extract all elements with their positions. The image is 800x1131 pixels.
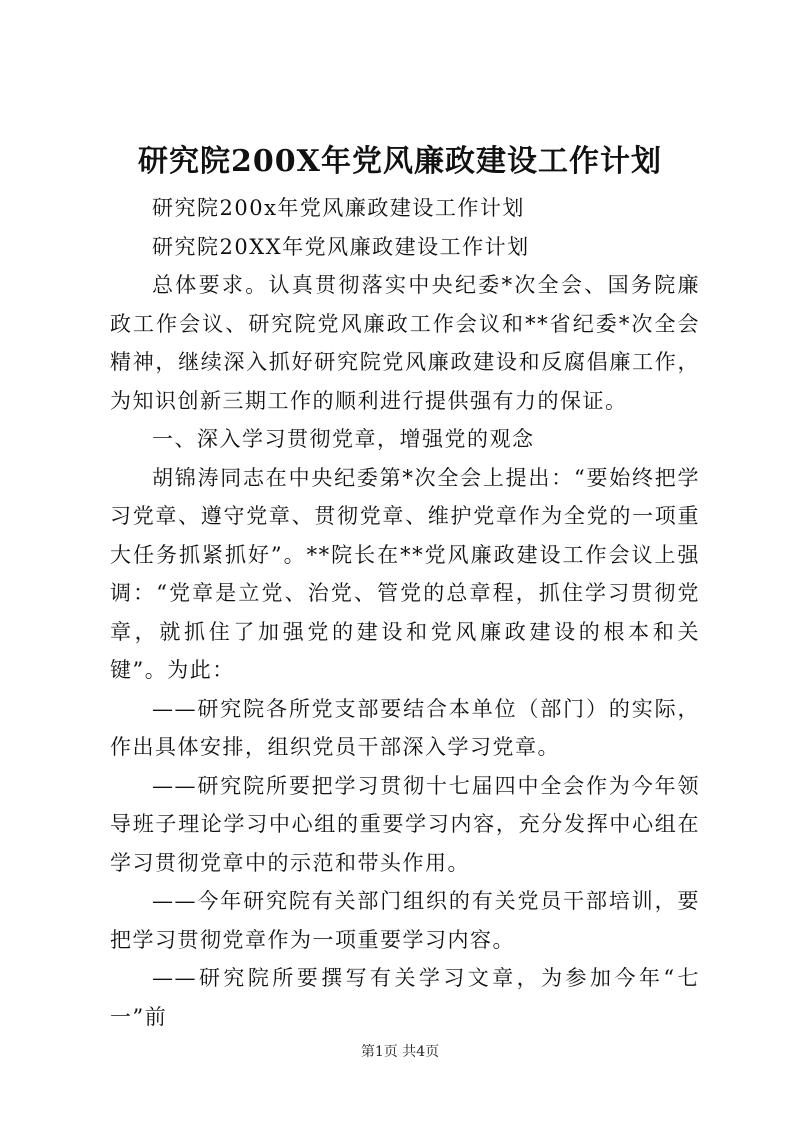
paragraph-bullet-1: ——研究院各所党支部要结合本单位（部门）的实际，作出具体安排，组织党员干部深入学习党章。 [110,696,700,759]
document-body [110,189,700,1036]
paragraph-overall-requirements: 总体要求。认真贯彻落实中央纪委*次全会、国务院廉政工作会议、研究院党风廉政工作会议和**省纪委*次全会精神，继续深入抓好研究院党风廉政建设和反腐倡廉工作，为知识创新三期工作的顺利进行提供强有力的保证。 [110,273,700,413]
paragraph-bullet-4: ——研究院所要撰写有关学习文章，为参加今年“七一”前 [110,966,700,1029]
paragraph-bullet-2: ——研究院所要把学习贯彻十七届四中全会作为今年领导班子理论学习中心组的重要学习内容，充分发挥中心组在学习贯彻党章中的示范和带头作用。 [110,773,700,875]
paragraph-party-constitution: 胡锦涛同志在中央纪委第*次全会上提出：“要始终把学习党章、遵守党章、贯彻党章、维护党章作为全党的一项重大任务抓紧抓好”。**院长在**党风廉政建设工作会议上强调：“党章是立党、治党、管党的总章程，抓住学习贯彻党章，就抓住了加强党的建设和党风廉政建设的根本和关键”。为此： [110,465,700,682]
paragraph-bullet-3: ——今年研究院有关部门组织的有关党员干部培训，要把学习贯彻党章作为一项重要学习内容。 [110,889,700,952]
paragraph-subtitle-1: 研究院200x年党风廉政建设工作计划 [152,196,525,220]
document-title: 研究院200X年党风廉政建设工作计划 [138,144,662,179]
paragraph-subtitle-2: 研究院20XX年党风廉政建设工作计划 [152,234,530,259]
section-heading-1: 一、深入学习贯彻党章，增强党的观念 [152,427,535,451]
page-footer: 第1页 共4页 [360,1044,440,1060]
